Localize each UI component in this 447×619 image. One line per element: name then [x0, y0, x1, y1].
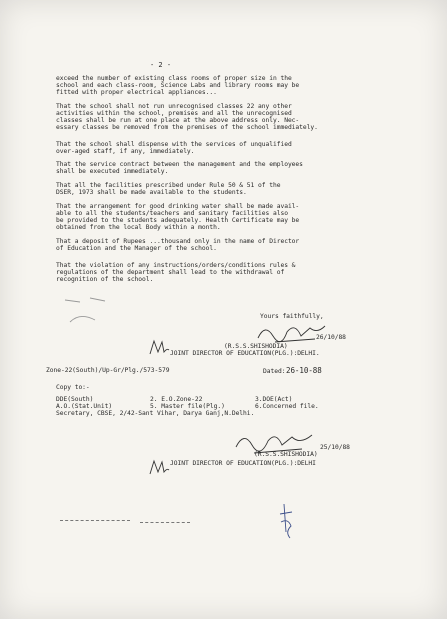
reference-number: Zone-22(South)/Up-Gr/Plg./573-579	[46, 367, 170, 374]
initials-mark-2	[148, 458, 170, 476]
copy-item: 6.Concerned file.	[255, 403, 319, 410]
initials-mark	[148, 338, 170, 356]
text-line: That the violation of any instructions/orders/conditions rules &	[56, 262, 296, 269]
text-line: That a deposit of Rupees ...thousand only in the name of Director	[56, 238, 300, 245]
text-line: over-aged staff, if any, immediately.	[56, 148, 195, 155]
page-number: - 2 -	[150, 61, 172, 69]
text-line: fitted with proper electrical appliances...	[56, 89, 217, 96]
text-line: recognition of the school.	[56, 276, 154, 283]
copy-item: 3.DOE(Act)	[255, 396, 293, 403]
signatory-2-name: (R.S.S.SHISHODIA)	[254, 451, 318, 458]
signatory-1-name: (R.S.S.SHISHODIA)	[224, 343, 288, 350]
text-line: regulations of the department shall lead to the withdrawal of	[56, 269, 285, 276]
text-line: school and each class-room, Science Labs and library rooms may be	[56, 82, 300, 89]
text-line: activities within the school, premises and all the unrecognised	[56, 110, 292, 117]
text-line: DSER, 1973 shall be made available to the students.	[56, 189, 247, 196]
text-line: That the arrangement for good drinking water shall be made avail-	[56, 203, 300, 210]
faint-dash	[60, 520, 130, 522]
text-line: That the school shall dispense with the services of unqualified	[56, 141, 292, 148]
copy-item: 2. E.O.Zone-22	[150, 396, 203, 403]
text-line: That the service contract between the management and the employees	[56, 161, 303, 168]
copy-item: DDE(South)	[56, 396, 94, 403]
signatory-2-date: 25/10/88	[320, 444, 350, 451]
text-line: That the school shall not run unrecognised classes 22 any other	[56, 103, 292, 110]
text-line: classes shall be run at one place at the above address only. Nec-	[56, 117, 300, 124]
text-line: able to all the students/teachers and sanitary facilities also	[56, 210, 288, 217]
text-line: exceed the number of existing class rooms of proper size in the	[56, 75, 292, 82]
text-line: obtained from the local Body within a month.	[56, 224, 221, 231]
text-line: essary classes be removed from the premises of the school immediately.	[56, 124, 318, 131]
text-line: of Education and the Manager of the school.	[56, 245, 217, 252]
copy-secretary: Secretary, CBSE, 2/42-Sant Vihar, Darya Ganj,N.Delhi.	[56, 410, 255, 417]
dated-value: 26-10-88	[286, 366, 322, 375]
closing: Yours faithfully,	[260, 313, 324, 320]
blue-ink-mark	[276, 502, 298, 542]
copy-item: 5. Master file(Plg.)	[150, 403, 225, 410]
signatory-1-date: 26/10/88	[316, 334, 346, 341]
signature-1	[255, 318, 335, 346]
text-line: be provided to the students adequately. Health Certificate may be	[56, 217, 300, 224]
faint-scribble	[60, 292, 180, 332]
copy-item: A.O.(Stat.Unit)	[56, 403, 113, 410]
faint-dash	[140, 522, 190, 524]
dated-label: Dated:	[263, 368, 286, 375]
copy-to-label: Copy to:-	[56, 384, 90, 391]
signatory-1-title: JOINT DIRECTOR OF EDUCATION(PLG.):DELHI.	[170, 350, 320, 357]
signatory-2-title: JOINT DIRECTOR OF EDUCATION(PLG.):DELHI	[170, 460, 316, 467]
text-line: shall be executed immediately.	[56, 168, 169, 175]
text-line: That all the facilities prescribed under Rule 50 & 51 of the	[56, 182, 281, 189]
